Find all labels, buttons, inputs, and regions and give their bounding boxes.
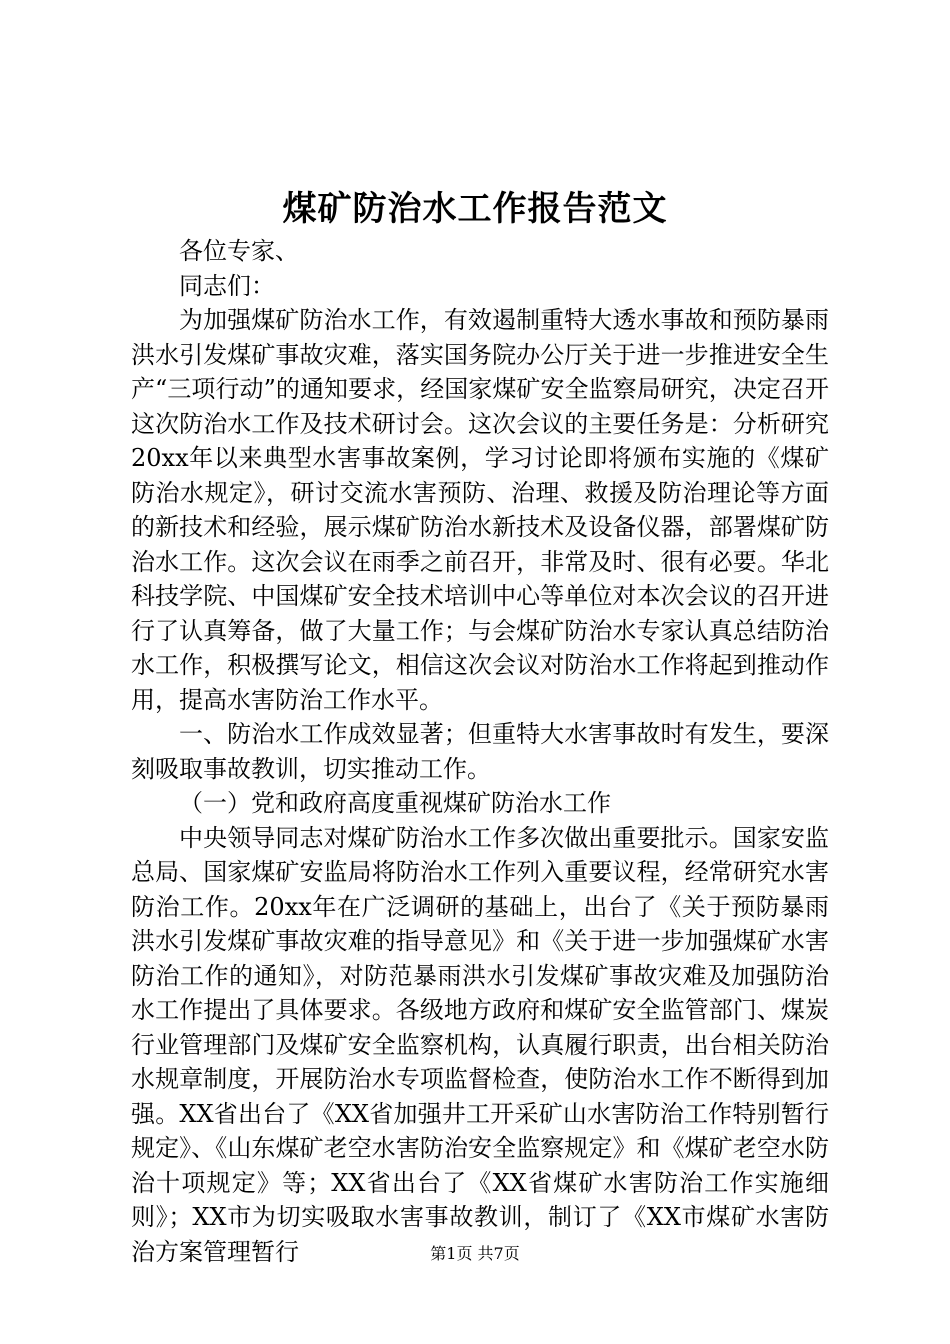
salutation-line: 各位专家、 [179, 237, 299, 265]
section-heading: 一、防治水工作成效显著；但重特大水害事故时有发生，要深刻吸取事故教训，切实推动工作。 [131, 720, 829, 783]
page-footer: 第1页 共7页 [430, 1244, 520, 1263]
document-title: 煤矿防治水工作报告范文 [282, 189, 668, 229]
subsection-heading: （一）党和政府高度重视煤矿防治水工作 [179, 789, 611, 817]
document-body [131, 234, 829, 1269]
salutation-line: 同志们： [179, 271, 275, 300]
body-paragraph: 为加强煤矿防治水工作，有效遏制重特大透水事故和预防暴雨洪水引发煤矿事故灾难，落实国务院办公厅关于进一步推进安全生产“三项行动”的通知要求，经国家煤矿安全监察局研究，决定召开这次防治水工作及技术研讨会。这次会议的主要任务是：分析研究20xx年以来典型水害事故案例，学习讨论即将颁布实施的《煤矿防治水规定》，研讨交流水害预防、治理、救援及防治理论等方面的新技术和经验，展示煤矿防治水新技术及设备仪器，部署煤矿防治水工作。这次会议在雨季之前召开，非常及时、很有必要。华北科技学院、中国煤矿安全技术培训中心等单位对本次会议的召开进行了认真筹备，做了大量工作；与会煤矿防治水专家认真总结防治水工作，积极撰写论文，相信这次会议对防治水工作将起到推动作用，提高水害防治工作水平。 [131, 306, 829, 714]
body-paragraph: 中央领导同志对煤矿防治水工作多次做出重要批示。国家安监总局、国家煤矿安监局将防治水工作列入重要议程，经常研究水害防治工作。20xx年在广泛调研的基础上，出台了《关于预防暴雨洪水引发煤矿事故灾难的指导意见》和《关于进一步加强煤矿水害防治工作的通知》，对防范暴雨洪水引发煤矿事故灾难及加强防治水工作提出了具体要求。各级地方政府和煤矿安全监管部门、煤炭行业管理部门及煤矿安全监察机构，认真履行职责，出台相关防治水规章制度，开展防治水专项监督检查，使防治水工作不断得到加强。XX省出台了《XX省加强井工开采矿山水害防治工作特别暂行规定》、《山东煤矿老空水害防治安全监察规定》和《煤矿老空水防治十项规定》等；XX省出台了《XX省煤矿水害防治工作实施细则》；XX市为切实吸取水害事故教训，制订了《XX市煤矿水害防治方案管理暂行 [131, 823, 829, 1266]
